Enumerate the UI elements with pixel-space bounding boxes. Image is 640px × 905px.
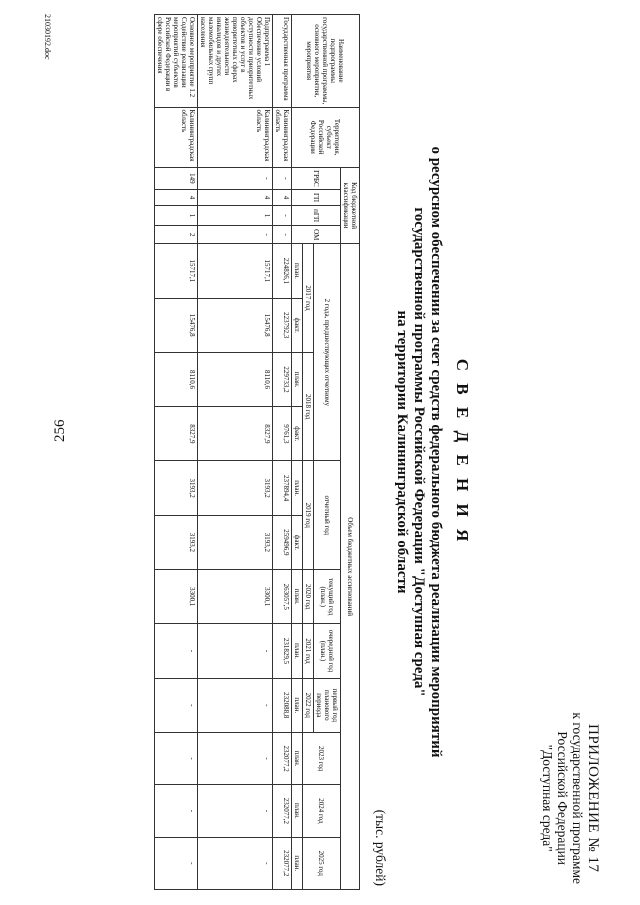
sub-header-plan: план. [292,244,303,298]
row-value: 8327,9 [198,407,273,461]
sub-header-plan: план. [292,570,303,624]
row-value: 232077,2 [273,785,292,837]
col-header-volume: Объем бюджетных ассигнований [341,244,360,890]
row-territory: Калининградская область [198,107,273,167]
col-header-current: текущий год (план.) [314,570,341,624]
row-value: 231829,5 [273,624,292,678]
row-value: - [198,732,273,784]
appendix-line-3: Российской Федерации [555,731,570,866]
row-value: 3193,2 [155,515,198,569]
row-value: 8327,9 [155,407,198,461]
row-value: 15717,1 [155,244,198,298]
sub-header-fact: факт. [292,298,303,352]
col-header-2025: 2025 год [303,837,341,889]
col-header-2020: 2020 год [303,570,314,624]
row-value: 15476,8 [155,298,198,352]
table-row [198,15,273,890]
col-header-2023: 2023 год [303,732,341,784]
row-name: Основное мероприятие 1.2 Содействие реализации мероприятий субъектов Российской Федерации в сфере обеспечения [155,15,198,108]
col-header-2022: 2022 год [303,678,314,732]
sub-header-fact: факт. [292,407,303,461]
row-value: 229733,2 [273,352,292,406]
row-value: 237894,4 [273,461,292,515]
row-value: 232077,2 [273,732,292,784]
row-value: - [155,837,198,889]
col-header-reporting: отчетный год [314,461,341,570]
budget-table [154,14,360,890]
row-pgp: 1 [198,206,273,226]
sub-header-plan: план. [292,732,303,784]
sub-header-plan: план. [292,461,303,515]
table-row [155,15,198,890]
sub-header-plan: план. [292,624,303,678]
row-value: - [198,785,273,837]
row-gp: 4 [155,189,198,205]
row-value: 3193,2 [198,515,273,569]
row-om: - [198,226,273,244]
sub-header-fact: факт. [292,515,303,569]
rotated-page-content [40,14,600,890]
row-gp: 4 [198,189,273,205]
row-value: - [198,624,273,678]
row-value: - [155,624,198,678]
row-pgp: 1 [155,206,198,226]
row-value: - [198,678,273,732]
col-header-2017: 2017 год [303,244,314,353]
appendix-number: ПРИЛОЖЕНИЕ № 17 [585,724,601,873]
sub-header-plan: план. [292,678,303,732]
row-value: 3193,2 [198,461,273,515]
row-value: 3300,1 [155,570,198,624]
page-number: 256 [52,419,68,442]
row-om: - [273,226,292,244]
row-gp: 4 [273,189,292,205]
row-value: 223792,3 [273,298,292,352]
appendix-line-4: "Доступная среда" [540,744,555,852]
col-header-2024: 2024 год [303,785,341,837]
table-row [273,15,292,890]
row-territory: Калининградская область [155,107,198,167]
col-header-om: ОМ [292,226,341,244]
row-value: - [155,785,198,837]
row-grbs: 149 [155,167,198,189]
col-header-2018: 2018 год [303,352,314,461]
row-name: Государственная программа [273,15,292,108]
row-name: Подпрограмма 1 Обеспечение условий доступности приоритетных объектов и услуг в приоритетных сферах жизнедеятельности инвалидов и других маломобильных групп населения [198,15,273,108]
col-header-pgp: пГП [292,206,341,226]
row-value: 232088,8 [273,678,292,732]
col-header-two-years: 2 года, предшествующих отчетному [314,244,341,461]
col-header-gp: ГП [292,189,341,205]
col-header-grbs: ГРБС [292,167,341,189]
document-title [393,14,472,890]
title-line-3: на территории Калининградской области [394,310,410,594]
row-value: 9761,3 [273,407,292,461]
col-header-name: Наименование подпрограммы государственной программы, основного мероприятия, мероприятия [292,15,360,108]
row-value: 15717,1 [198,244,273,298]
col-header-next: очередной год (план.) [314,624,341,678]
col-header-2021: 2021 год [303,624,314,678]
sub-header-plan: план. [292,352,303,406]
file-name-footer: 21030192.doc [43,14,52,60]
row-om: 2 [155,226,198,244]
row-value: 263057,5 [273,570,292,624]
row-value: 15476,8 [198,298,273,352]
units-label: (тыс. рублей) [373,809,388,886]
row-value: 8110,6 [198,352,273,406]
row-value: 8110,6 [155,352,198,406]
row-value: 232077,2 [273,837,292,889]
row-value: 224826,1 [273,244,292,298]
title-heading: С В Е Д Е Н И Я [453,358,472,546]
appendix-line-2: к государственной программе [570,712,585,884]
col-header-codes: Код бюджетной классификации [341,167,360,243]
row-pgp: - [273,206,292,226]
row-value: 259496,9 [273,515,292,569]
row-value: - [198,837,273,889]
sub-header-plan: план. [292,837,303,889]
row-grbs: - [273,167,292,189]
col-header-2019: 2019 год [303,461,314,570]
row-grbs: - [198,167,273,189]
row-territory: Калининградская область [273,107,292,167]
row-value: 3193,2 [155,461,198,515]
title-line-1: о ресурсном обеспечении за счет средств федерального бюджета реализации мероприятий [428,146,444,758]
row-value: - [155,732,198,784]
sub-header-plan: план. [292,785,303,837]
col-header-first-plan: первый год планового периода [314,678,341,732]
col-header-territory: Территория, субъект Российской Федерации [292,107,360,167]
title-line-2: государственной программы Российской Федерации "Доступная среда" [411,207,427,697]
row-value: 3300,1 [198,570,273,624]
appendix-header [540,712,600,884]
row-value: - [155,678,198,732]
